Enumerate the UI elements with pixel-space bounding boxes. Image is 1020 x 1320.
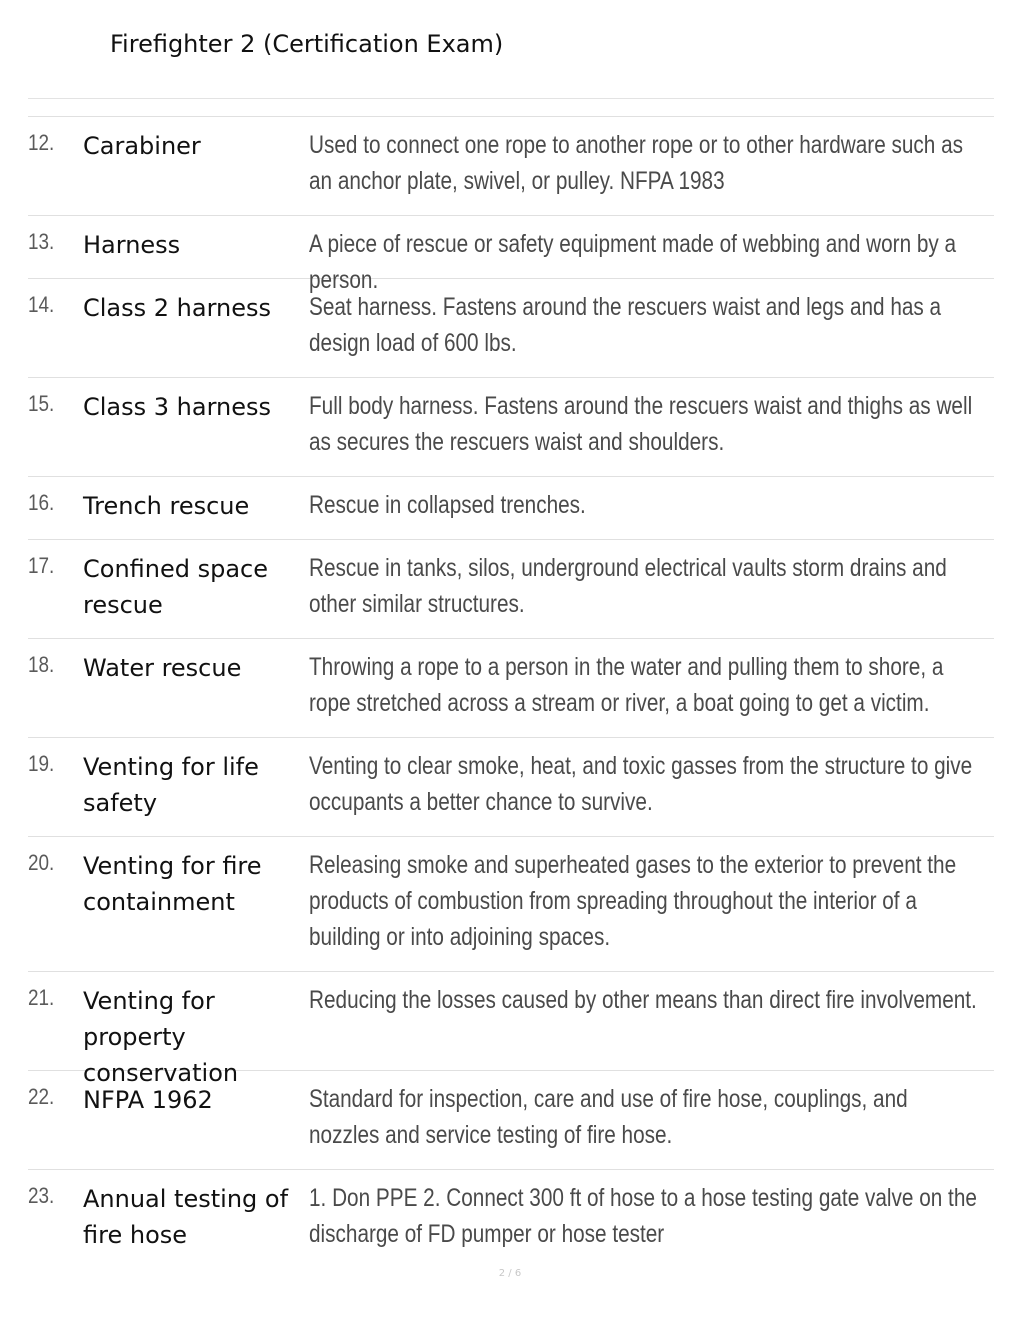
- row-number: 16.: [28, 490, 55, 515]
- row-definition: A piece of rescue or safety equipment made of webbing and worn by a person.: [309, 230, 957, 294]
- term-row: [28, 639, 994, 738]
- term-row: [28, 117, 994, 216]
- row-number: 13.: [28, 229, 55, 254]
- row-definition: Releasing smoke and superheated gases to the exterior to prevent the products of combustion from spreading throughout the interior of a building or into adjoining spaces.: [309, 851, 957, 951]
- row-term: Harness: [83, 231, 181, 259]
- title-divider: [28, 98, 994, 99]
- page-number: 2 / 6: [498, 1268, 522, 1279]
- row-number: 21.: [28, 985, 55, 1010]
- term-row: [28, 1170, 994, 1266]
- term-row: [28, 279, 994, 378]
- term-row: [28, 540, 994, 639]
- term-row: [28, 837, 994, 972]
- term-row: [28, 216, 994, 294]
- row-term: Annual testing of fire hose: [83, 1185, 289, 1249]
- row-number: 19.: [28, 751, 55, 776]
- term-row: [28, 738, 994, 837]
- row-definition: Throwing a rope to a person in the water and pulling them to shore, a rope stretched across a stream or river, a boat going to get a victim.: [309, 653, 944, 717]
- row-number: 14.: [28, 292, 55, 317]
- row-definition: Standard for inspection, care and use of fire hose, couplings, and nozzles and service testing of fire hose.: [309, 1085, 908, 1149]
- row-term: NFPA 1962: [83, 1086, 213, 1114]
- row-number: 17.: [28, 553, 55, 578]
- row-term: Venting for life safety: [83, 753, 259, 817]
- row-definition: Reducing the losses caused by other means than direct fire involvement.: [309, 986, 977, 1014]
- row-number: 22.: [28, 1084, 55, 1109]
- row-term: Trench rescue: [83, 492, 250, 520]
- row-definition: Seat harness. Fastens around the rescuers waist and legs and has a design load of 600 lbs.: [309, 293, 942, 357]
- term-row: [28, 972, 994, 1087]
- row-definition: Rescue in tanks, silos, underground electrical vaults storm drains and other similar structures.: [309, 554, 947, 618]
- row-number: 23.: [28, 1183, 55, 1208]
- row-definition: Rescue in collapsed trenches.: [309, 491, 586, 519]
- row-number: 20.: [28, 850, 55, 875]
- row-number: 12.: [28, 130, 55, 155]
- term-row: [28, 378, 994, 477]
- row-term: Class 3 harness: [83, 393, 272, 421]
- row-term: Confined space rescue: [83, 555, 269, 619]
- row-term: Carabiner: [83, 132, 201, 160]
- row-term: Water rescue: [83, 654, 242, 682]
- row-term: Venting for property conservation: [83, 987, 239, 1087]
- row-definition: Full body harness. Fastens around the rescuers waist and thighs as well as secures the rescuers waist and shoulders.: [309, 392, 973, 456]
- row-term: Class 2 harness: [83, 294, 272, 322]
- row-definition: 1. Don PPE 2. Connect 300 ft of hose to a hose testing gate valve on the discharge of FD pumper or hose tester: [309, 1184, 977, 1248]
- term-row: [28, 477, 994, 540]
- row-definition: Used to connect one rope to another rope or to other hardware such as an anchor plate, swivel, or pulley. NFPA 1983: [309, 131, 964, 195]
- row-number: 15.: [28, 391, 55, 416]
- row-number: 18.: [28, 652, 55, 677]
- page-title: Firefighter 2 (Certification Exam): [110, 30, 504, 58]
- row-term: Venting for fire containment: [83, 852, 262, 916]
- term-row: [28, 1071, 994, 1170]
- term-list: [28, 116, 994, 1266]
- row-definition: Venting to clear smoke, heat, and toxic gasses from the structure to give occupants a better chance to survive.: [309, 752, 973, 816]
